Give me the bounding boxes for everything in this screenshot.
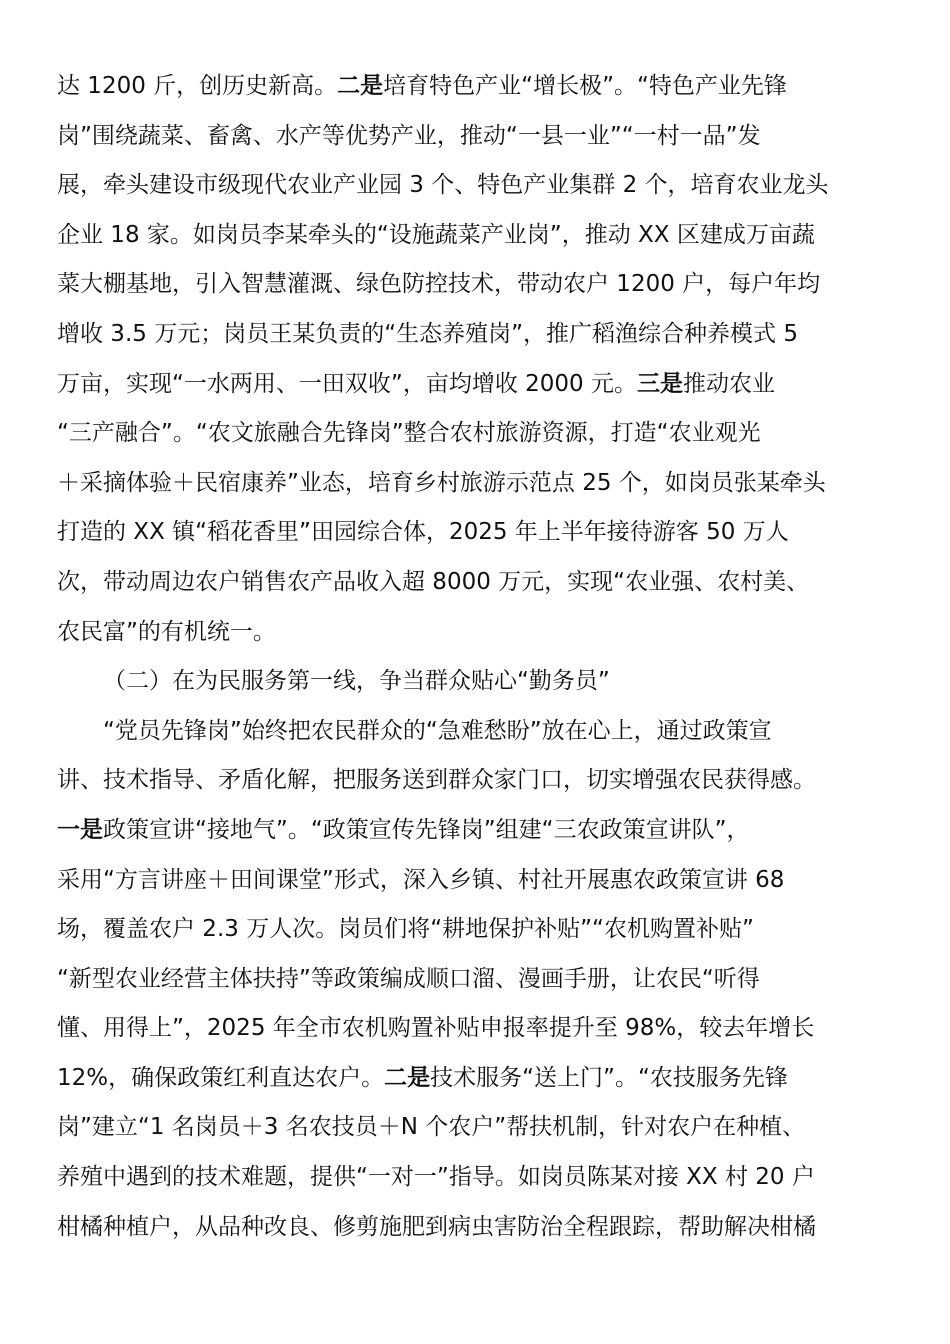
text-line: 企业 18 家。如岗员李某牵头的“设施蔬菜产业岗”，推动 XX 区建成万亩蔬 [57,221,815,248]
text-line: 12%，确保政策红利直达农户。二是技术服务“送上门”。“农技服务先锋 [57,1064,788,1091]
text-line: 展，牵头建设市级现代农业产业园 3 个、特色产业集群 2 个，培育农业龙头 [57,172,829,199]
text-line: 打造的 XX 镇“稻花香里”田园综合体，2025 年上半年接待游客 50 万人 [57,519,789,546]
text-line: 达 1200 斤，创历史新高。二是培育特色产业“增长极”。“特色产业先锋 [57,73,787,99]
text-line: 岗”建立“1 名岗员＋3 名农技员＋N 个农户”帮扶机制，针对农户在种植、 [57,1114,806,1141]
text-line: 养殖中遇到的技术难题，提供“一对一”指导。如岗员陈某对接 XX 村 20 户 [57,1164,815,1191]
text-line: “新型农业经营主体扶持”等政策编成顺口溜、漫画手册，让农民“听得 [57,965,760,992]
text-line: 场，覆盖农户 2.3 万人次。岗员们将“耕地保护补贴”“农机购置补贴” [57,916,754,943]
text-line: 柑橘种植户，从品种改良、修剪施肥到病虫害防治全程跟踪，帮助解决柑橘 [57,1213,816,1240]
bold-lead: 三是 [637,370,683,397]
text-line: ＋采摘体验＋民宿康养”业态，培育乡村旅游示范点 25 个，如岗员张某牵头 [57,469,826,496]
document-page [57,62,893,1252]
text-line: 农民富”的有机统一。 [57,618,276,645]
text-line: “三产融合”。“农文旅融合先锋岗”整合农村旅游资源，打造“农业观光 [57,420,761,447]
text-line: 采用“方言讲座＋田间课堂”形式，深入乡镇、村社开展惠农政策宣讲 68 [57,866,785,893]
text-line: 增收 3.5 万元；岗员王某负责的“生态养殖岗”，推广稻渔综合种养模式 5 [57,320,798,347]
bold-lead: 二是 [337,73,384,99]
text-line: 次，带动周边农户销售农产品收入超 8000 万元，实现“农业强、农村美、 [57,568,810,595]
text-line: 懂、用得上”，2025 年全市农机购置补贴申报率提升至 98%，较去年增长 [57,1015,815,1042]
bold-lead: 二是 [384,1064,431,1091]
text-line: 岗”围绕蔬菜、畜禽、水产等优势产业，推动“一县一业”“一村一品”发 [57,122,761,149]
section-heading: （二）在为民服务第一线，争当群众贴心“勤务员” [103,668,610,695]
paragraph-first-line: “党员先锋岗”始终把农民群众的“急难愁盼”放在心上，通过政策宣 [103,717,772,744]
bold-lead: 一是 [57,816,103,843]
text-line: 一是政策宣讲“接地气”。“政策宣传先锋岗”组建“三农政策宣讲队”， [57,816,750,843]
text-line: 讲、技术指导、矛盾化解，把服务送到群众家门口，切实增强农民获得感。 [57,767,816,794]
text-line: 万亩，实现“一水两用、一田双收”，亩均增收 2000 元。三是推动农业 [57,370,775,397]
text-line: 菜大棚基地，引入智慧灌溉、绿色防控技术，带动农户 1200 户，每户年均 [57,271,821,298]
